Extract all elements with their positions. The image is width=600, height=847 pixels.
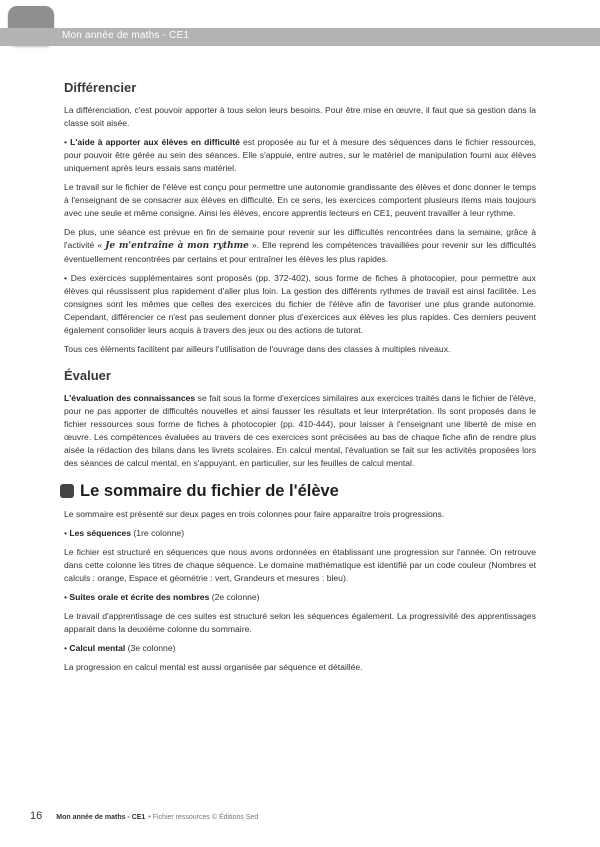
heading-differencier: Différencier xyxy=(64,80,137,95)
item3-rest: (3e colonne) xyxy=(125,643,176,653)
item2-bold: Suites orale et écrite des nombres xyxy=(69,592,210,602)
sommaire-item1-text: Le fichier est structuré en séquences que nous avons ordonnées en établissant une progression sur l'année. On retrouve dans cette colonne les titres de chaque séquence. Le domaine mathématique est identifié par un code couleur (Nombres et calculs : orange, Espace et géométrie : vert, Grandeurs et mesures : bleu). xyxy=(64,547,536,583)
differencier-p5: • Des exercices supplémentaires sont proposés (pp. 372-402), sous forme de fiches à photocopier, pour permettre aux élèves qui réussissent plus rapidement d'aller plus loin. La gestion des différents rythmes de travail est ainsi facilitée. Les consignes sont les mêmes que celles des exercices du fichier de l'élève afin de favoriser une plus grande autonomie. Cependant, différencier ce n'est pas seulement donner plus d'exercices aux élèves les plus rapides. Ces derniers peuvent également consolider leurs acquis à travers des jeux ou des actions de tutorat. xyxy=(64,273,536,335)
differencier-p4 xyxy=(64,226,536,266)
sommaire-item2-heading: • Suites orale et écrite des nombres (2e colonne) xyxy=(64,592,260,602)
sommaire-title-row xyxy=(60,481,536,500)
footer-book-title: Mon année de maths - CE1 xyxy=(56,814,146,821)
differencier-p4-start: De plus, une séance est prévue en fin de semaine pour revenir sur les difficultés rencontrées dans la semaine, grâce à l'activité « xyxy=(64,227,536,250)
item2-rest: (2e colonne) xyxy=(209,592,260,602)
item1-bold: Les séquences xyxy=(69,528,132,538)
footer xyxy=(30,810,258,822)
evaluer-p1 xyxy=(64,392,536,470)
header-title: Mon année de maths - CE1 xyxy=(62,30,190,41)
differencier-p3: Le travail sur le fichier de l'élève est conçu pour permettre une autonomie grandissante des élèves et donc donner le temps à l'enseignant de se consacrer aux élèves en difficulté. En ce sens, les exercices comportent plusieurs items mais toujours avec une seule et même consigne. Ainsi les élèves, encore apprentis lecteurs en CE1, peuvent travailler à leur rythme. xyxy=(64,182,536,218)
sommaire-intro: Le sommaire est présenté sur deux pages en trois colonnes pour faire apparaitre trois progressions. xyxy=(64,509,445,519)
sommaire-item2-text: Le travail d'apprentissage de ces suites est structuré selon les séquences également. La progressivité des apprentissages apparait dans la deuxième colonne du sommaire. xyxy=(64,611,536,634)
differencier-p5-text: Des exercices supplémentaires sont proposés (pp. 372-402), sous forme de fiches à photocopier, pour permettre aux élèves qui réussissent plus rapidement d'aller plus loin. La gestion des différents rythmes de travail est ainsi facilitée. Les consignes sont les mêmes que celles des exercices du fichier de l'élève afin de favoriser une plus grande autonomie. Cependant, différencier ce n'est pas seulement donner plus d'exercices aux élèves les plus rapides. Ces derniers peuvent également consolider leurs acquis à travers des jeux ou des actions de tutorat. xyxy=(64,273,536,335)
differencier-p4-end: ». Elle reprend les compétences travaillées pour revenir sur les difficultés éventuellement rencontrées par certains et pour entraîner les élèves les plus rapides. xyxy=(64,240,537,264)
item3-bold: Calcul mental xyxy=(69,643,126,653)
differencier-p6: Tous ces éléments facilitent par ailleurs l'utilisation de l'ouvrage dans des classes à multiples niveaux. xyxy=(64,344,451,354)
page-content xyxy=(64,80,536,680)
differencier-p2-bold: L'aide à apporter aux élèves en difficulté xyxy=(70,137,240,147)
evaluer-p1-bold: L'évaluation des connaissances xyxy=(64,393,196,403)
sommaire-item1-heading: • Les séquences (1re colonne) xyxy=(64,528,185,538)
footer-publisher: • Fichier ressources © Éditions Sed xyxy=(148,814,259,821)
page-number: 16 xyxy=(30,810,43,822)
differencier-p2: • L'aide à apporter aux élèves en difficulté est proposée au fur et à mesure des séquences dans le fichier ressources, pour pouvoir être gérée au sein des séances. Elle s'appuie, entre autres, sur le matériel de manipulation fourni aux élèves uniquement après leurs essais sans matériel. xyxy=(64,137,536,173)
differencier-p1: La différenciation, c'est pouvoir apporter à tous selon leurs besoins. Pour être mise en œuvre, il faut que sa gestion dans la classe soit aisée. xyxy=(64,105,536,128)
differencier-p2-rest: est proposée au fur et à mesure des séquences dans le fichier ressources, pour pouvoir être gérée au sein des séances. Elle s'appuie, entre autres, sur le matériel de manipulation fourni aux élèves uniquement après leurs essais sans matériel. xyxy=(64,137,536,173)
sommaire-item3-text: La progression en calcul mental est aussi organisée par séquence et détaillée. xyxy=(64,662,363,672)
item1-rest: (1re colonne) xyxy=(131,528,185,538)
sommaire-title: Le sommaire du fichier de l'élève xyxy=(80,481,339,500)
activity-name: Je m'entraîne à mon rythme xyxy=(105,241,249,251)
title-square-icon xyxy=(60,484,74,498)
sommaire-item3-heading: • Calcul mental (3e colonne) xyxy=(64,643,176,653)
evaluer-p1-rest: se fait sous la forme d'exercices similaires aux exercices traités dans le fichier de l'élève, pour ne pas apporter de difficultés nouvelles et ainsi fausser les résultats et leur interprétation. Ils sont proposés dans le fichier ressources sous forme de fiches à photocopier (pp. 410-444), pour laisser à l'enseignant une liberté de mise en œuvre. Les compétences évaluées au travers de ces exercices sont précisées au bas de chaque fiche afin de rendre plus aisée la rédaction des bilans dans les livrets scolaires. En calcul mental, l'évaluation se fait sur les activités proposées lors des séances de calcul mental, en s'appuyant, en particulier, sur les feuilles de calcul mental. xyxy=(64,393,536,468)
heading-evaluer: Évaluer xyxy=(64,368,111,383)
